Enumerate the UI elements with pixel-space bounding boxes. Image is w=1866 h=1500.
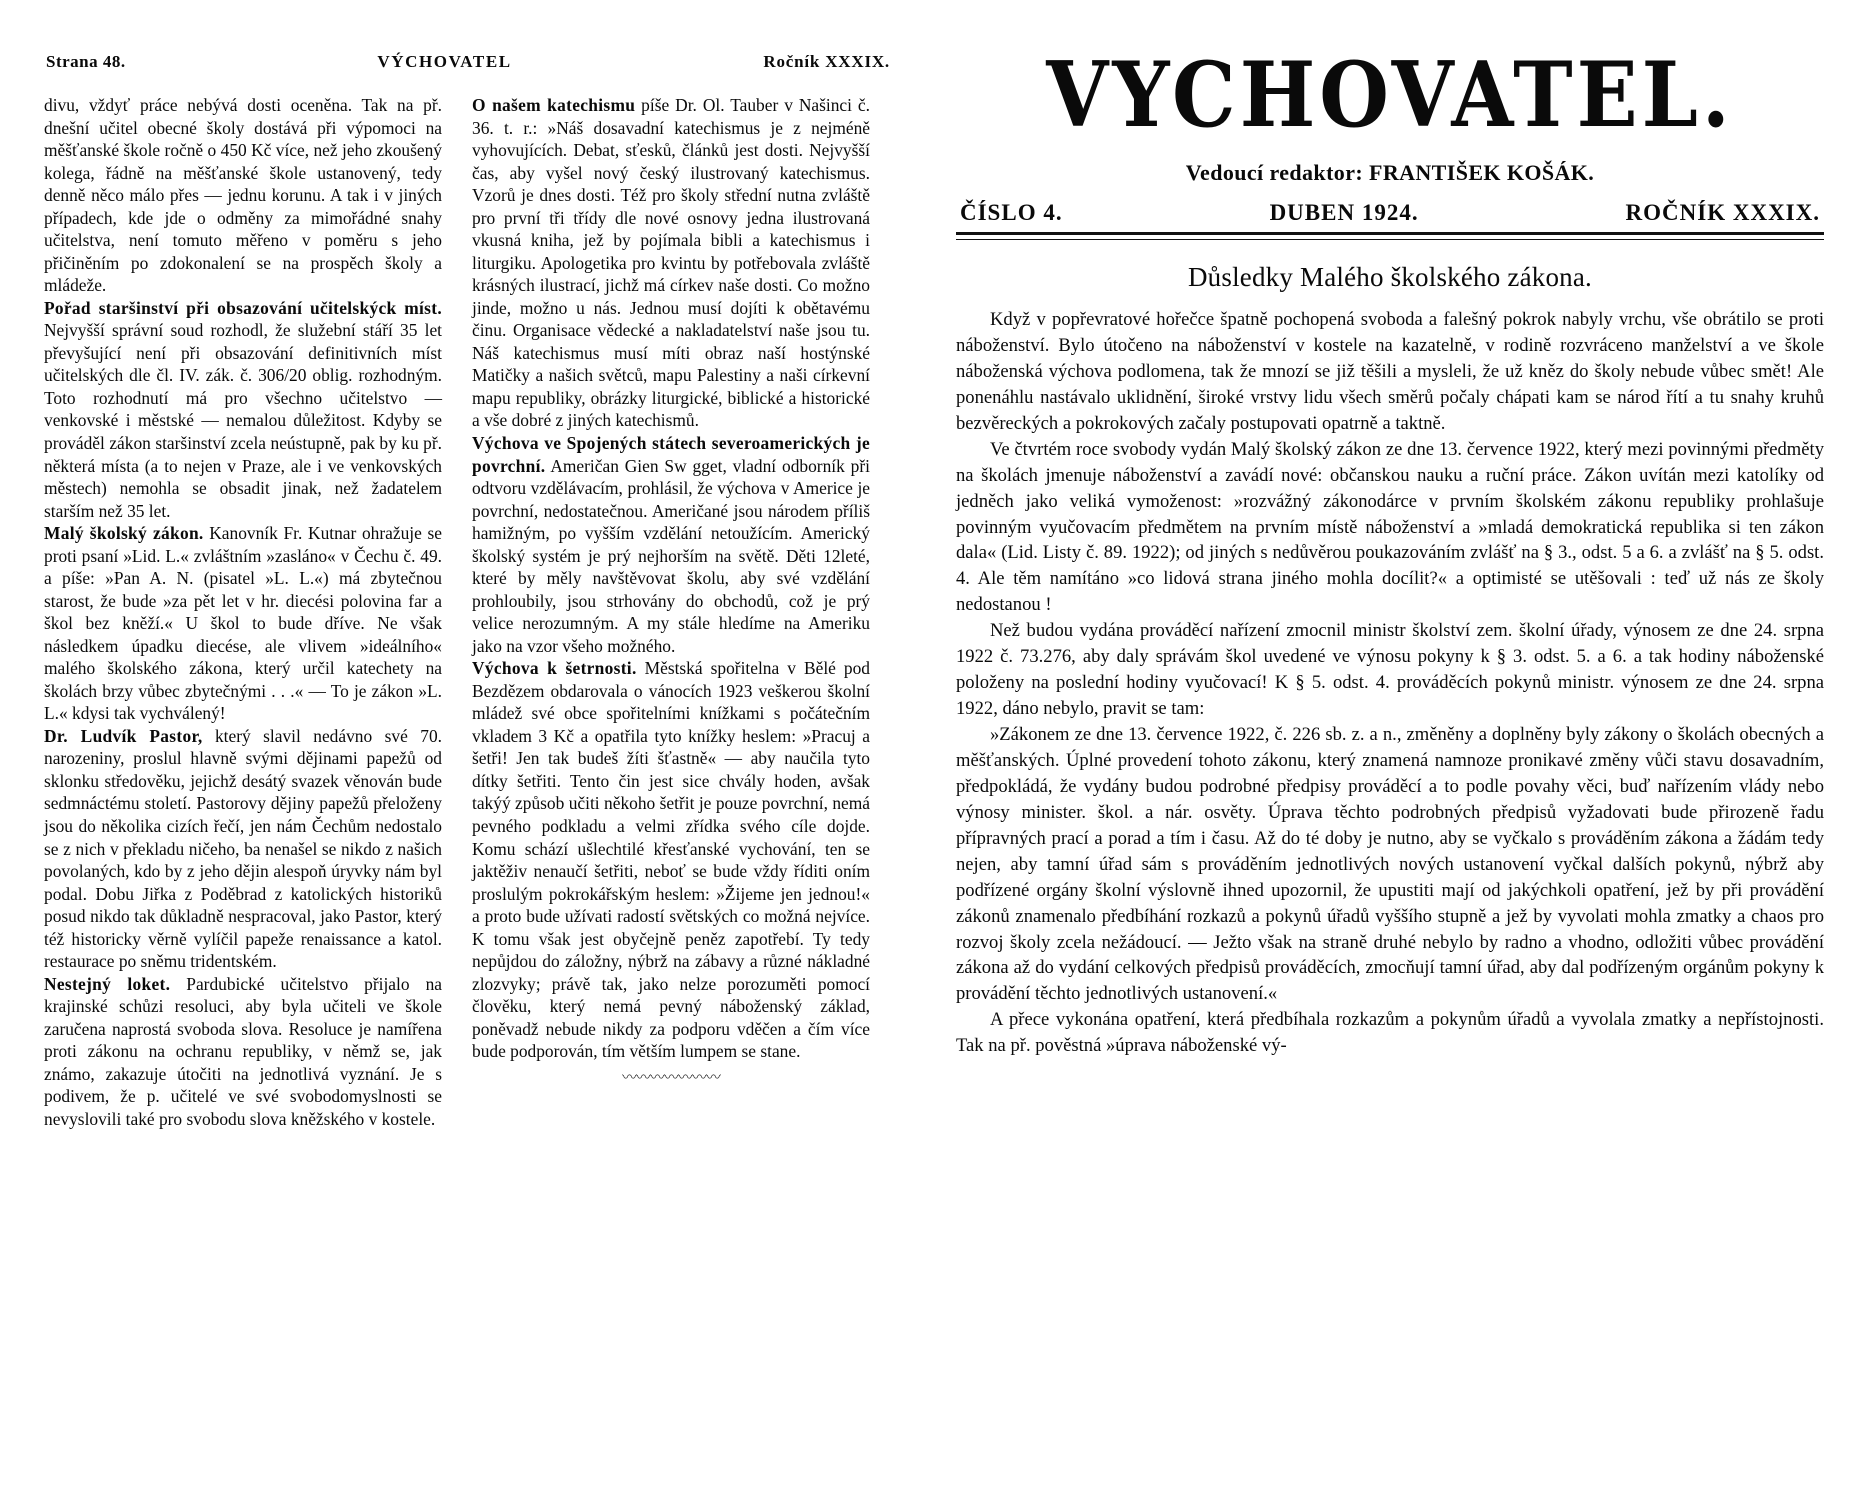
paragraph-text: Nejvyšší správní soud rozhodl, že služební stáří 35 let převyšující není při obsazování definitivních míst učitelských dle čl. IV. zák. č. 306/20 oblig. rozhodným. Toto rozhodnutí má pro všechno učitelstvo — venkovské i městské — nemalou důležitost. Kdyby se prováděl zákon staršinství zcela neústupně, pak by ku př. některá místa (a to nejen v Praze, ale i ve venkovských městech) nemohla se obsadit jinak, než žadatelem starším než 35 let. [44,320,442,521]
section-heading: Nestejný loket. [44,973,171,994]
paragraph [472,657,870,1063]
issue-volume-label: ROČNÍK XXXIX. [1625,200,1820,225]
paragraph [44,522,442,725]
paragraph [472,94,870,432]
paragraph-text: píše Dr. Ol. Tauber v Našinci č. 36. t. r.: »Náš dosavadní katechismus je z nejméně vyhovujících. Debat, sťesků, článků jest dosti. Nejvyšší čas, aby vyšel nový český ilustrovaný katechismus. Vzorů je dnes dosti. Též pro školy střední nutna zvláště pro první tři třídy dle nové osnovy jedna ilustrovaná vkusná kniha, jež by pojímala bibli a katechismus i liturgiku. Apologetika pro kvintu by potřebovala zvláště krásných ilustrací, jichž má církev naše dosti. Co možno jinde, možno u nás. Jednou musí dojíti k obětavému činu. Organisace vědecké a nakladatelství naše jsou tu. Náš katechismus musí míti obraz naší hostýnské Matičky a našich světců, mapu Palestiny a naši církevní mapu republiky, obrázky liturgické, biblické a historické a vše dobré z jiných katechismů. [472,95,870,431]
paragraph: »Zákonem ze dne 13. července 1922, č. 226 sb. z. a n., změněny a doplněny byly zákony o školách obecných a měšťanských. Úplné provedení tohoto zákonu, který znamená namnoze pronikavé změny vůči stavu dosavadním, předpokládá, že vydány budou podrobné předpisy prováděcí a to podle povahy věci, buď nařízením vlády nebo výnosy minister. škol. a nár. osvěty. Úprava těchto podrobných předpisů vyžadovati bude přirozeně řadu přípravných prací a porad a tím i času. Až do té doby je nutno, aby se vyčkalo s prováděním zákona a žádám tedy nejen, aby tamní úřad sám s prováděním jednotlivých nových ustanovení vyčkal dalších pokynů, nýbrž aby podřízené orgány školní výslovně ihned upozornil, že upustiti mají od jakýchkoli opatření, jež by při provádění zákonů znamenalo předbíhání rozkazů a pokynů úřadů vyššího stupně a jež by vyvolati mohla zmatky a chaos pro rozvoj školy zcela nežádoucí. — Ježto však na straně druhé nebylo by radno a vhodno, odložiti vůbec provádění zákona až do vydání celkových předpisů prováděcích, zmocňují tamní úřad, aby dal podřízeným orgánům pokyny k provádění těchto jednotlivých ustanovení.« [956,724,1824,1005]
masthead-divider-rule [956,232,1824,240]
journal-name-label: VÝCHOVATEL [377,52,512,71]
left-column-1 [44,94,442,1130]
left-page-running-head [44,52,896,72]
right-page [930,0,1866,1500]
section-heading: Dr. Ludvík Pastor, [44,725,203,746]
paragraph-text: Městská spořitelna v Bělé pod Bezdězem obdarovala o vánocích 1923 veškerou školní mládež své obce spořitelními knížkami s počátečním vkladem 3 Kč a opatřila tyto knížky heslem: »Pracuj a šetři! Jen tak budeš žíti šťastně« — aby naučila tyto dítky šetřiti. Tento čin jest sice chvály hoden, avšak takýý způsob učiti někoho šetřit je pouze povrchní, nemá pevného podkladu a velmi zřídka svého cíle dojde. Komu schází ušlechtilé křesťanské vychování, ten se jaktěživ nenaučí šetřiti, neboť se bude vždy říditi oním proslulým pokrokářským heslem: »Žijeme jen jednou!« a proto bude užívati radostí světských co možná nejvíce. K tomu však jest obyčejně peněz zapotřebí. Ty tedy nepůjdou do záložny, nýbrž na zábavy a různé nákladné zlozvyky; právě tak, jako nelze porozuměti pomocí člověku, který nemá pevný náboženský základ, poněvadž nebude nikdy za podporu vděčen a čím více bude podporován, tím větším lumpem se stane. [472,658,870,1062]
paragraph: A přece vykonána opatření, která předbíhala rozkazům a pokynům úřadů a vyvolala zmatky a nepřístojnosti. Tak na př. pověstná »úprava náboženské vý- [956,1009,1824,1057]
paragraph-text: Američan Gien Sw gget, vladní odborník při odtvoru vzdělávacím, prohlásil, že výchova v Americe je povrchní, nedostatečnou. Američané jsou národem příliš hamižným, po vyšším vzdělání netoužícím. Americký školský systém je prý nejhorším na světě. Děti 12leté, které by měly navštěvovat školu, aby své vzdělání prohloubily, jsou strhovány do obchodů, což je prý velice nerozumným. A my stále hledíme na Ameriku jako na vzor všeho možného. [472,455,870,656]
masthead-editor-line: Vedoucí redaktor: FRANTIŠEK KOŠÁK. [1185,160,1595,185]
masthead-title: VYCHOVATEL. [1046,42,1734,148]
paragraph [44,94,442,297]
article-title: Důsledky Malého školského zákona. [1187,262,1593,292]
paragraph [44,973,442,1131]
left-column-2 [472,94,870,1130]
ornament-divider: 〰〰〰〰〰〰〰 [621,1069,720,1086]
paragraph [472,432,870,657]
issue-number-label: ČÍSLO 4. [960,200,1063,225]
left-page [0,0,930,1500]
paragraph-text: Kanovník Fr. Kutnar ohražuje se proti psaní »Lid. L.« zvláštním »zasláno« v Čechu č. 49. a píše: »Pan A. N. (pisatel »L. L.«) má zbytečnou starost, že bude »za pět let v hr. diecési polovina far a škol bez kněží.« U škol to bude dříve. Ne však následkem úpadku diecése, ale vlivem »ideálního« malého školského zákona, který určil katechety na školách brzy vůbec zbytečnými . . .« — To je zákon »L. L.« kdysi tak vychválený! [44,523,442,724]
section-heading: Výchova k šetrnosti. [472,658,637,679]
section-heading: Malý školský zákon. [44,523,204,544]
paragraph: Ve čtvrtém roce svobody vydán Malý školský zákon ze dne 13. července 1922, který mezi povinnými předměty na školách jmenuje náboženství a zavádí nové: občanskou nauku a ruční práce. Zákon uvítán mezi katolíky od jedněch jako veliká vymoženost: »rozvážný zákonodárce v prvním školském zákonu republiky prohlašuje povinným vyučovacím předmětem na prvním místě náboženství a »mladá demokratická republika si ten zákon dala« (Lid. Listy č. 89. 1922); od jiných s nedůvěrou poukazováním zvlášť na § 3., odst. 5 a 6. a zvlášť na § 5. odst. 4. Ale těm namítáno »co lidová strana jiného mohla docílit?« a optimisté se utěšovali : teď už nás ze školy nedostanou ! [956,438,1824,616]
masthead-issue-line [956,200,1824,226]
paragraph-text: který slavil nedávno své 70. narozeniny, proslul hlavně svými dějinami papežů od sklonku středověku, jejichž desátý svazek věnován bude sedmnáctému století. Pastorovy dějiny papežů přeloženy jsou do několika cizích řečí, jen nám Čechům nedostalo se z nich v překladu ničeho, ba nenašel se nikdo z našich povolaných, kdo by z jeho dějin alespoň úryvky nám byl podal. Dobu Jiřka z Poděbrad z katolických historiků posud nikdo tak důkladně nespracoval, jako Pastor, který též historicky věrně vylíčil papeže renaissance a katol. restaurace po sněmu tridentském. [44,725,442,972]
paragraph-text: Pardubické učitelstvo přijalo na krajinské schůzi resoluci, aby byla učiteli ve škole zaručena naprostá svoboda slova. Resoluce je namířena proti zákonu na ochranu republiky, v němž se, jak známo, zakazuje útočiti na jednotlivá vyznání. Je s podivem, že p. učitelé ve své svobodomyslnosti se nevyslovili také pro svobodu slova kněžského v kostele. [44,973,442,1129]
paragraph-text: divu, vždyť práce nebývá dosti oceněna. Tak na př. dnešní učitel obecné školy dostává při výpomoci na měšťanské škole ročně o 450 Kč více, než jeho zkoušený kolega, řádně na měšťanské škole ustanovený, tedy denně něco málo přes — jednu korunu. A tak i v jiných případech, kde jde o odměny za mimořádné snahy učitelstva, není tomuto měřeno v poměru s jeho přičiněním po zdokonalení se na prospěch školy a mládeže. [44,95,442,296]
article-body [956,307,1824,1059]
paragraph: Než budou vydána prováděcí nařízení zmocnil ministr školství zem. školní úřady, výnosem ze dne 24. srpna 1922 č. 73.276, aby daly správám škol uvedené ve výnosu pokyny k § 3. odst. 5. a 6. a tak hodiny náboženské položeny na poslední hodiny vyučovací! K § 5. odst. 4. prováděcích pokynů ministr. výnosem ze dne 24. srpna 1922, dáno nebylo, pravit se tam: [956,620,1824,720]
section-heading: Pořad staršinství při obsazování učitelskýck míst. [44,297,442,318]
left-page-columns [44,94,896,1130]
volume-label: Ročník XXXIX. [763,52,890,71]
issue-date-label: DUBEN 1924. [1269,200,1419,225]
paragraph: Když v popřevratové hořečce špatně pochopená svoboda a falešný pokrok nabyly vrchu, vše obrátilo se proti náboženství. Bylo útočeno na náboženství v kostele na kazatelně, v rodině rozvráceno manželství a ve škole náboženská výchova podlomena, tak že mnozí se již těšili a mysleli, že už kněz do školy nebude vůbec smět! Ale ponenáhlu nastávalo uklidnění, široké vrstvy lidu všech směrů počaly chápati kam se národ řítí a tu snahy kruhů bezvěreckých a pokrokových začaly postupovati opatrně a taktně. [956,309,1824,434]
section-heading: Výchova ve Spojených státech severoamerických je povrchní. [472,432,870,476]
section-heading: O našem katechismu [472,95,636,115]
paragraph [44,725,442,973]
page-number-label: Strana 48. [46,52,126,71]
paragraph [44,297,442,522]
